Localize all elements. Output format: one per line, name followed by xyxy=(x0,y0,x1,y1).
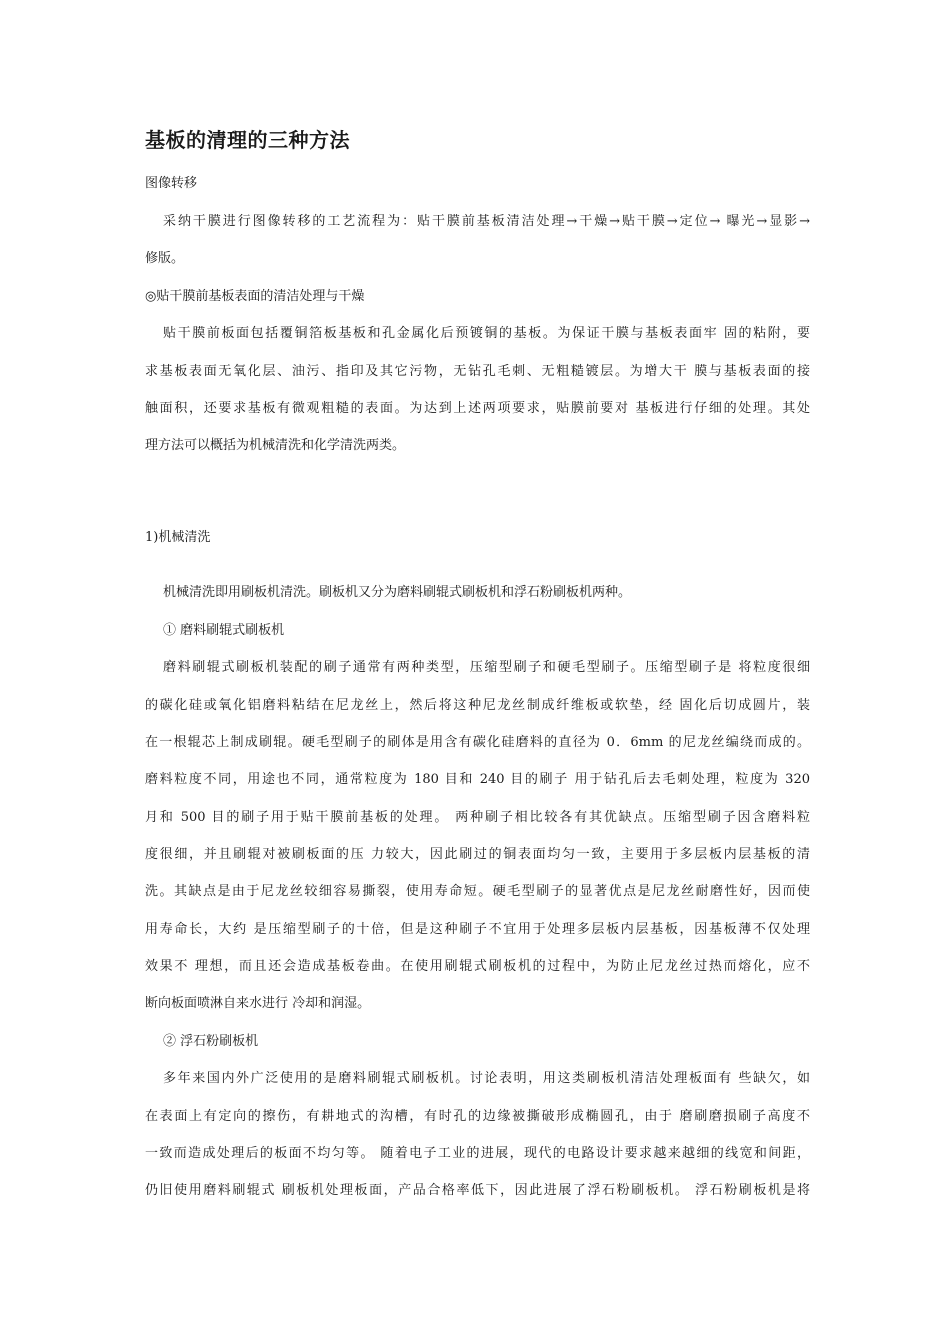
text-line: 在表面上有定向的擦伤，有耕地式的沟槽，有时孔的边缘被撕破形成椭圆孔，由于 磨刷磨损刷子高度不 xyxy=(145,1109,810,1124)
text-line: 贴干膜前板面包括覆铜箔板基板和孔金属化后预镀铜的基板。为保证干膜与基板表面牢 固的粘附，要 xyxy=(163,326,810,341)
text-line: 断向板面喷淋自来水进行 冷却和润湿。 xyxy=(145,996,371,1011)
text-line: 图像转移 xyxy=(145,176,198,191)
text-line: 在一根辊芯上制成刷辊。硬毛型刷子的刷体是用含有碳化硅磨料的直径为 0．6mm 的尼龙丝编绕而成的。 xyxy=(145,735,810,750)
text-line: ② 浮石粉刷板机 xyxy=(163,1034,259,1049)
text-line: 机械清洗即用刷板机清洗。刷板机又分为磨料刷辊式刷板机和浮石粉刷板机两种。 xyxy=(163,585,632,600)
text-line: 一致而造成处理后的板面不均匀等。 随着电子工业的进展，现代的电路设计要求越来越细的线宽和间距， xyxy=(145,1146,810,1161)
text-line: 月和 500 目的刷子用于贴干膜前基板的处理。 两种刷子相比较各有其优缺点。压缩型刷子因含磨料粒 xyxy=(145,810,810,825)
text-line: 效果不 理想，而且还会造成基板卷曲。在使用刷辊式刷板机的过程中，为防止尼龙丝过热而熔化，应不 xyxy=(145,959,810,974)
text-line: 洗。其缺点是由于尼龙丝较细容易撕裂，使用寿命短。硬毛型刷子的显著优点是尼龙丝耐磨性好，因而使 xyxy=(145,884,810,899)
text-line: 采纳干膜进行图像转移的工艺流程为：贴干膜前基板清洁处理→干燥→贴干膜→定位→ 曝光→显影→ xyxy=(163,214,810,229)
text-line: 仍旧使用磨料刷辊式 刷板机处理板面，产品合格率低下，因此进展了浮石粉刷板机。 浮石粉刷板机是将 xyxy=(145,1183,810,1198)
text-line: 理方法可以概括为机械清洗和化学清洗两类。 xyxy=(145,438,406,453)
text-line: ① 磨料刷辊式刷板机 xyxy=(163,623,285,638)
text-line: 修版。 xyxy=(145,251,185,266)
text-line: ◎贴干膜前基板表面的清洁处理与干燥 xyxy=(145,289,365,304)
text-line: 磨料粒度不同，用途也不同，通常粒度为 180 目和 240 目的刷子 用于钻孔后去毛刺处理，粒度为 320 xyxy=(145,772,810,787)
text-line: 多年来国内外广泛使用的是磨料刷辊式刷板机。讨论表明，用这类刷板机清洁处理板面有 些缺欠，如 xyxy=(163,1071,810,1086)
text-line: 用寿命长，大约 是压缩型刷子的十倍，但是这种刷子不宜用于处理多层板内层基板，因基板薄不仅处理 xyxy=(145,922,810,937)
text-line: 磨料刷辊式刷板机装配的刷子通常有两种类型，压缩型刷子和硬毛型刷子。压缩型刷子是 将粒度很细 xyxy=(163,660,810,675)
text-line: 触面积，还要求基板有微观粗糙的表面。为达到上述两项要求，贴膜前要对 基板进行仔细的处理。其处 xyxy=(145,401,810,416)
text-line: 1)机械清洗 xyxy=(145,530,211,545)
text-line: 度很细，并且刷辊对被刷板面的压 力较大，因此刷过的铜表面均匀一致，主要用于多层板内层基板的清 xyxy=(145,847,810,862)
document-title: 基板的清理的三种方法 xyxy=(145,128,350,152)
text-line: 的碳化硅或氧化铝磨料粘结在尼龙丝上，然后将这种尼龙丝制成纤维板或软垫，经 固化后切成圆片，装 xyxy=(145,698,810,713)
text-line: 求基板表面无氧化层、油污、指印及其它污物，无钻孔毛刺、无粗糙镀层。为增大干 膜与基板表面的接 xyxy=(145,364,810,379)
